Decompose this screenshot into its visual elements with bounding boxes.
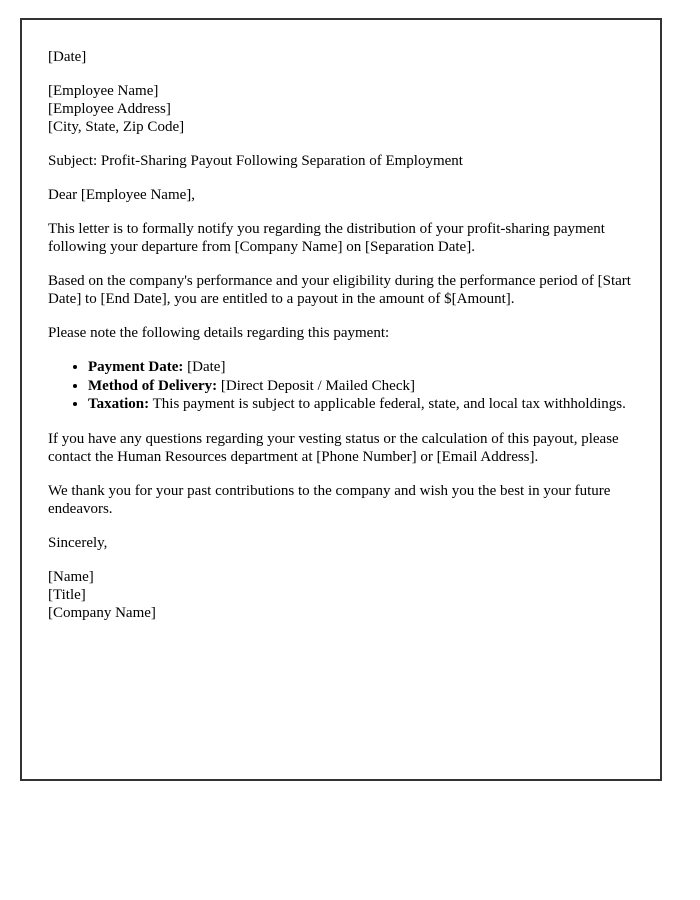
bullet-label: Payment Date: — [88, 359, 184, 375]
list-item-method-of-delivery — [88, 377, 633, 396]
bullet-text: [Date] — [187, 359, 226, 375]
signature-company-line: [Company Name] — [48, 604, 156, 621]
recipient-address-line: [Employee Address] — [48, 101, 171, 117]
paragraph-thanks: We thank you for your past contributions to the company and wish you the best in your future endeavors. — [48, 482, 611, 517]
list-item-taxation — [88, 395, 633, 414]
letter-page — [20, 18, 662, 781]
bullet-text: This payment is subject to applicable federal, state, and local tax withholdings. — [152, 396, 626, 412]
date-line: [Date] — [48, 49, 87, 65]
list-item-payment-date — [88, 358, 633, 377]
paragraph-intro: This letter is to formally notify you regarding the distribution of your profit-sharing payment following your departure from [Company Name] on [Separation Date]. — [48, 221, 605, 255]
paragraph-eligibility: Based on the company's performance and your eligibility during the performance period of [Start Date] to [End Date], you are entitled to a payout in the amount of $[Amount]. — [48, 273, 631, 307]
payment-details-list — [48, 358, 633, 414]
recipient-city-line: [City, State, Zip Code] — [48, 119, 185, 135]
paragraph-questions: If you have any questions regarding your vesting status or the calculation of this payout, please contact the Human Resources department at [Phone Number] or [Email Address]. — [48, 430, 619, 465]
recipient-name-line: [Employee Name] — [48, 83, 159, 99]
paragraph-details-intro: Please note the following details regarding this payment: — [48, 325, 390, 341]
bullet-text: [Direct Deposit / Mailed Check] — [220, 377, 415, 394]
bullet-label: Method of Delivery: — [88, 377, 218, 394]
signature-title-line: [Title] — [48, 586, 86, 603]
salutation: Dear [Employee Name], — [48, 187, 196, 203]
signature-block — [48, 568, 633, 622]
closing: Sincerely, — [48, 534, 108, 551]
recipient-block — [48, 82, 633, 136]
signature-name-line: [Name] — [48, 568, 94, 585]
subject-line: Subject: Profit-Sharing Payout Following Separation of Employment — [48, 153, 463, 169]
bullet-label: Taxation: — [88, 396, 150, 412]
